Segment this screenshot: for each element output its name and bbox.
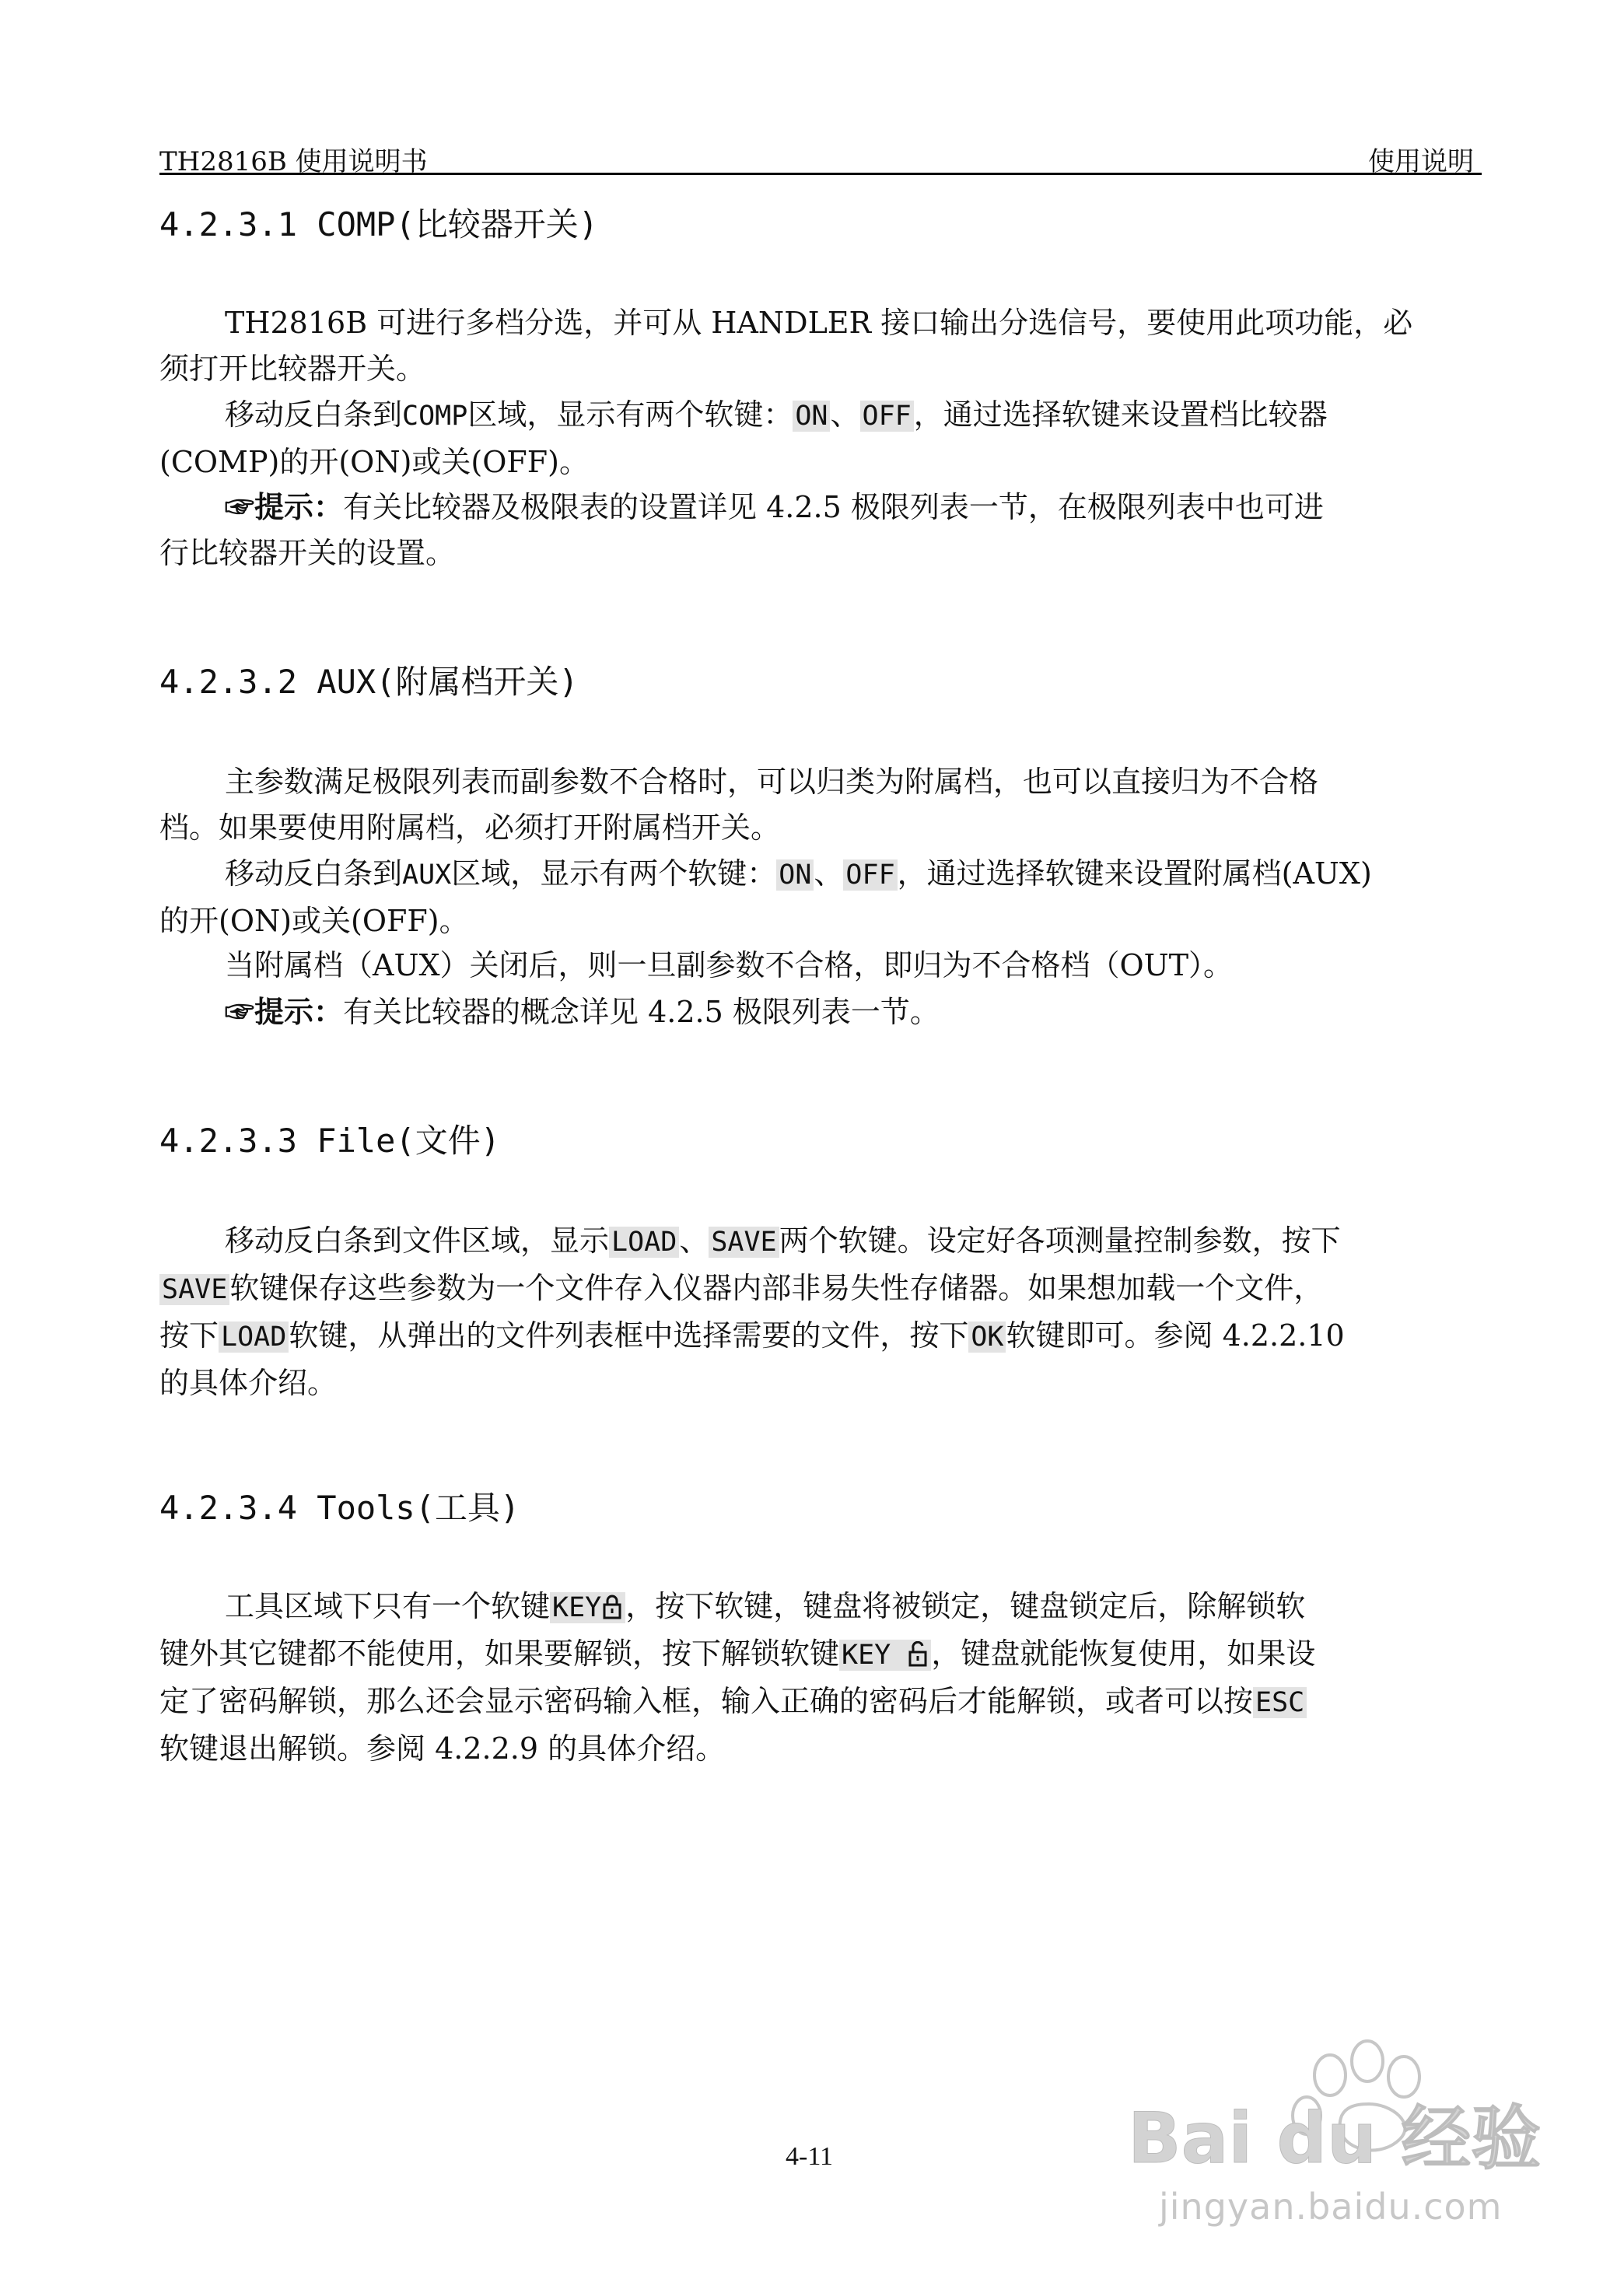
softkey-off: OFF bbox=[860, 401, 914, 432]
softkey-load: LOAD bbox=[609, 1227, 679, 1258]
softkey-esc: ESC bbox=[1253, 1687, 1307, 1718]
softkey-on: ON bbox=[776, 859, 814, 891]
header-chapter-title: 使用说明 bbox=[1368, 146, 1474, 177]
section-heading-comp: 4.2.3.1 COMP(比较器开关) bbox=[159, 205, 599, 243]
softkey-save: SAVE bbox=[159, 1274, 229, 1305]
softkey-key-unlock: KEY bbox=[839, 1640, 931, 1671]
watermark-url: jingyan.baidu.com bbox=[1159, 2186, 1503, 2228]
section-heading-file: 4.2.3.3 File(文件) bbox=[159, 1122, 501, 1160]
paragraph-tools: 工具区域下只有一个软键KEY ，按下软键，键盘将被锁定，键盘锁定后，除解锁软 键外其它键都不能使用，如果要解锁，按下解锁软键KEY ，键盘就能恢复使用，如果设 定了密码解锁，那么还会显示密码输入框，输入正确的密码后才能解锁，或者可以按ESC 软键退出解锁。参阅 4.2.2.9 的具体介绍。 bbox=[159, 1589, 1316, 1766]
softkey-save: SAVE bbox=[709, 1227, 779, 1258]
paragraph-aux-off: 当附属档（AUX）关闭后，则一旦副参数不合格，即归为不合格档（OUT）。 bbox=[225, 948, 1234, 982]
paragraph-aux-tip: ☞提示：有关比较器的概念详见 4.2.5 极限列表一节。 bbox=[225, 994, 940, 1029]
watermark-logo-text: Bai du 经验 bbox=[1128, 2098, 1542, 2179]
paragraph-aux-intro: 主参数满足极限列表而副参数不合格时，可以归类为附属档，也可以直接归为不合格 档。如果要使用附属档，必须打开附属档开关。 bbox=[159, 765, 1319, 845]
unlock-icon bbox=[907, 1641, 929, 1668]
softkey-load: LOAD bbox=[219, 1322, 289, 1353]
paragraph-aux-softkeys: 移动反白条到AUX区域，显示有两个软键：ON、OFF，通过选择软键来设置附属档(AUX) 的开(ON)或关(OFF)。 bbox=[159, 856, 1372, 938]
softkey-off: OFF bbox=[843, 859, 897, 891]
lock-icon bbox=[601, 1594, 623, 1620]
section-heading-tools: 4.2.3.4 Tools(工具) bbox=[159, 1489, 520, 1527]
baidu-jingyan-watermark bbox=[1097, 2030, 1548, 2263]
paragraph-comp-tip: ☞提示：有关比较器及极限表的设置详见 4.2.5 极限列表一节，在极限列表中也可进 行比较器开关的设置。 bbox=[159, 489, 1324, 570]
tip-label: ☞提示： bbox=[225, 994, 344, 1029]
softkey-key-lock: KEY bbox=[550, 1592, 625, 1623]
page-number: 4-11 bbox=[786, 2142, 834, 2171]
softkey-on: ON bbox=[793, 401, 830, 432]
section-heading-aux: 4.2.3.2 AUX(附属档开关) bbox=[159, 663, 579, 701]
paragraph-comp-intro: TH2816B 可进行多档分选，并可从 HANDLER 接口输出分选信号，要使用此项功能，必 须打开比较器开关。 bbox=[159, 306, 1413, 386]
softkey-ok: OK bbox=[968, 1322, 1006, 1353]
page-header bbox=[159, 134, 1482, 175]
baidu-logo-icon bbox=[1097, 2030, 1548, 2186]
header-doc-title: TH2816B 使用说明书 bbox=[159, 146, 428, 177]
tip-label: ☞提示： bbox=[225, 489, 344, 524]
paragraph-comp-softkeys: 移动反白条到COMP区域，显示有两个软键：ON、OFF，通过选择软键来设置档比较器 (COMP)的开(ON)或关(OFF)。 bbox=[159, 397, 1328, 479]
paragraph-file: 移动反白条到文件区域，显示LOAD、SAVE两个软键。设定好各项测量控制参数，按下 SAVE软键保存这些参数为一个文件存入仪器内部非易失性存储器。如果想加载一个文件， 按下LOAD软键，从弹出的文件列表框中选择需要的文件，按下OK软键即可。参阅 4.2.2.10 的具体介绍。 bbox=[159, 1224, 1345, 1400]
